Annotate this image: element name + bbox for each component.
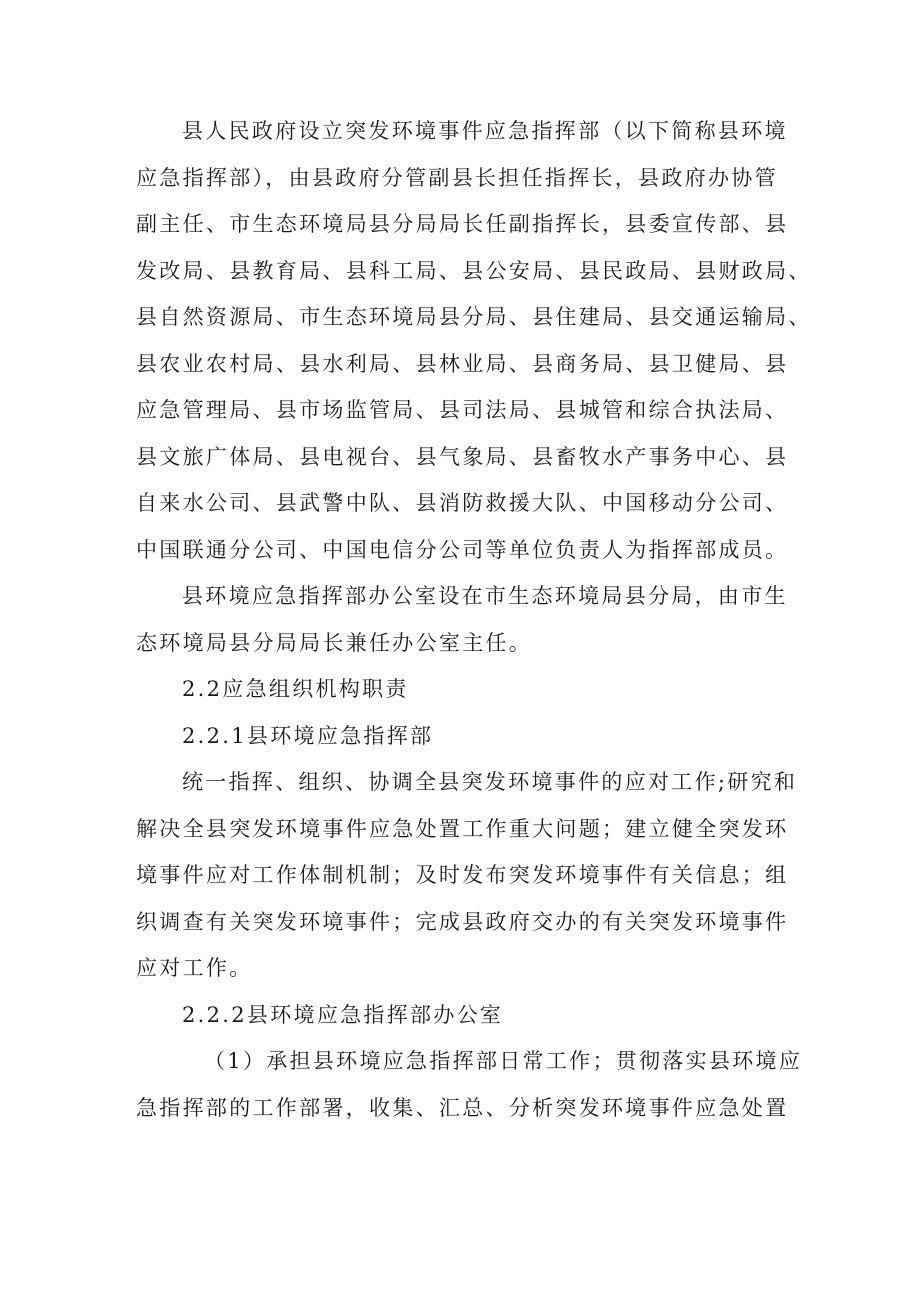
text-line-15: 统一指挥、组织、协调全县突发环境事件的应对工作;研究和 [182,770,798,794]
text-line-2: 应急指挥部），由县政府分管副县长担任指挥长，县政府办协管 [136,165,778,190]
text-line-5: 县自然资源局、市生态环境局县分局、县住建局、县交通运输局、 [136,305,812,329]
text-line-18: 织调查有关突发环境事件；完成县政府交办的有关突发环境事件 [136,909,789,934]
text-line-11: 县环境应急指挥部办公室设在市生态环境局县分局，由市生 [182,584,788,608]
section-heading-2-2-1: 2.2.1县环境应急指挥部 [182,723,434,748]
text-line-1: 县人民政府设立突发环境事件应急指挥部（以下简称县环境 [182,119,788,143]
document-page [136,108,812,1131]
text-line-12: 态环境局县分局局长兼任办公室主任。 [136,630,533,655]
text-line-7: 应急管理局、县市场监管局、县司法局、县城管和综合执法局、 [136,398,789,422]
text-line-16: 解决全县突发环境事件应急处置工作重大问题；建立健全突发环 [136,816,789,841]
text-line-3: 副主任、市生态环境局县分局局长任副指挥长，县委宣传部、县 [136,212,789,236]
section-heading-2-2: 2.2应急组织机构职责 [182,677,409,701]
text-line-8: 县文旅广体局、县电视台、县气象局、县畜牧水产事务中心、县 [136,444,789,469]
text-line-17: 境事件应对工作体制机制；及时发布突发环境事件有关信息；组 [136,863,789,887]
text-line-21: （1）承担县环境应急指挥部日常工作；贯彻落实县环境应 [204,1049,803,1073]
text-line-9: 自来水公司、县武警中队、县消防救援大队、中国移动分公司、 [136,491,789,515]
text-line-6: 县农业农村局、县水利局、县林业局、县商务局、县卫健局、县 [136,351,789,376]
text-line-4: 发改局、县教育局、县科工局、县公安局、县民政局、县财政局、 [136,258,812,283]
section-heading-2-2-2: 2.2.2县环境应急指挥部办公室 [182,1002,504,1027]
text-line-19: 应对工作。 [136,956,253,980]
text-line-10: 中国联通分公司、中国电信分公司等单位负责人为指挥部成员。 [136,537,789,562]
text-line-22: 急指挥部的工作部署，收集、汇总、分析突发环境事件应急处置 [136,1095,789,1120]
